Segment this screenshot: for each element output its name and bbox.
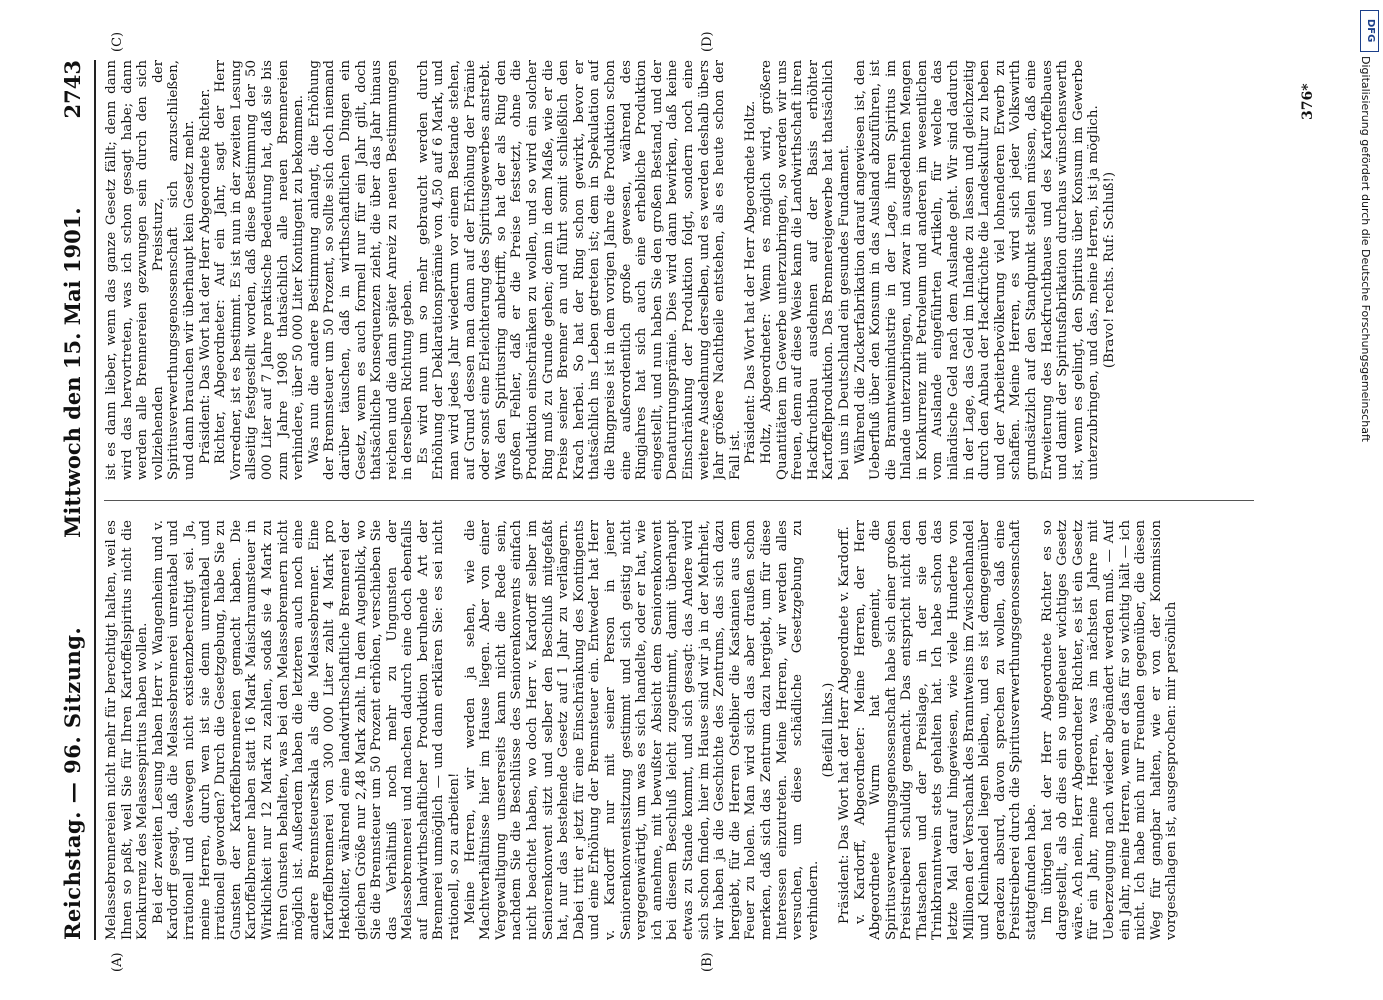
- dfg-logo: DFG: [1360, 10, 1379, 52]
- credit-text: Digitalisierung gefördert durch die Deutsche Forschungsgemeinschaft: [1359, 56, 1372, 442]
- column-divider: [104, 500, 1254, 501]
- left-paragraph: Meine Herren, wir werden ja sehen, wie die Machtverhältnisse hier im Hause liegen. Aber von einer Vergewaltigung unsererseits kann nicht die Rede sein, nachdem Sie die Beschlüsse des Seniorenkonvents einfach nicht beachtet haben, wo doch Herr v. Kardorff selber im Seniorenkonvent sitzt und selber den Beschluß mitgefaßt hat, nur das bestehende Gesetz auf 1 Jahr zu verlängern. Dabei tritt er jetzt für eine Einschränkung des Kontingents und eine Erhöhung der Brennsteuer ein. Entweder hat Herr v. Kardorff nur mit seiner Person in jener Seniorenkonventssitzung gestimmt und sich geistig nicht vergegenwärtigt, um was es sich handelte, oder er hat, wie ich annehme, mit bewußter Absicht dem Seniorenkonvent bei diesem Beschluß leicht zugestimmt, damit überhaupt etwas zu Stande kommt, und sich gesagt: das Andere wird sich schon finden, hier im Hause sind wir ja in der Mehrheit, wir haben ja die Geschichte des Zentrums, das sich dazu hergiebt, für die Herren Ostelbier die Kastanien aus dem Feuer zu holen. Man wird sich das aber draußen schon merken, daß sich das Zentrum dazu hergiebt, um für diese Interessen einzutreten. Meine Herren, wir werden alles versuchen, um diese schädliche Gesetzgebung zu verhindern.: [462, 520, 821, 940]
- right-paragraph: (Bravo! rechts. Ruf: Schluß!): [1102, 171, 1117, 369]
- header-center: Mittwoch den 15. Mai 1901.: [59, 207, 85, 538]
- header-rule: [94, 60, 96, 940]
- left-paragraph: Melassebrennereien nicht mehr für berechtigt halten, weil es Ihnen so paßt, weil Sie für Ihren Kartoffelspiritus nicht die Konkurrenz des Melassespiritus haben wollen.: [104, 520, 151, 940]
- right-paragraph: Während die Zuckerfabrikation darauf angewiesen ist, den Ueberfluß über den Konsum in das Ausland abzuführen, ist die Branntweinindustrie in der Lage, ihren Spiritus im Inlande unterzubringen, und zwar in ausgedehnten Mengen in Konkurrenz mit Petroleum und anderen im wesentlichen vom Auslande eingeführten Artikeln, für welche das inländische Geld nach dem Auslande geht. Wir sind dadurch in der Lage, das Geld im Inlande zu lassen und gleichzeitig durch den Anbau der Hackfrüchte die Landeskultur zu heben und der Arbeiterbevölkerung viel lohnenderen Erwerb zu schaffen. Meine Herren, es wird sich jeder Volkswirth grundsätzlich auf den Standpunkt stellen müssen, daß eine Erweiterung des Hackfruchtbaues und des Kartoffelbaues und damit der Spiritusfabrikation durchaus wünschenswerth ist, wenn es gelingt, den Spiritus über Konsum im Gewerbe unterzubringen, und das, meine Herren, ist ja möglich.: [852, 60, 1102, 480]
- right-paragraph: Es wird nun um so mehr gebraucht werden durch Erhöhung der Deklarationsprämie von 4,50 auf 6 Mark, und man wird jedes Jahr wiederum vor einem Bestande stehen, auf Grund dessen man dann auf der Erhöhung der Prämie oder sonst eine Erleichterung des Spiritusgewerbes anstrebt. Was den Spiritusring anbetrifft, so hat der als Ring den großen Fehler, daß er die Preise festsetzt, ohne die Produktion einschränken zu wollen, und so wird ein solcher Ring muß zu Grunde gehen; denn in dem Maße, wie er die Preise seiner Brenner an und führt somit schließlich den Krach herbei. So hat der Ring schon gewirkt, bevor er thatsächlich ins Leben getreten ist; dem in Spekulation auf die Ringpreise ist in dem vorigen Jahre die Produktion schon eine außerordentlich große gewesen, während des Ringjahres hat sich auch eine erhebliche Produktion eingestellt, und nun haben Sie den großen Bestand, und der Denaturirungsprämie. Dies wird dann bewirken, daß keine Einschränkung der Produktion folgt, sondern noch eine weitere Ausdehnung derselben, und es werden deshalb übers Jahr größere Nachtheile entstehen, als es heute schon der Fall ist.: [415, 60, 743, 480]
- margin-marker-c: (C): [110, 31, 125, 52]
- left-paragraph: Bei der zweiten Lesung haben Herr v. Wangenheim und v. Kardorff gesagt, daß die Melassebrennerei unrentabel und irrationell und deswegen nicht existenzberechtigt sei. Ja, meine Herren, durch wen ist sie denn unrentabel und irrationell geworden? Durch die Gesetzgebung, habe Sie zu Gunsten der Kartoffelbrennereien gemacht haben. Die Kartoffelbrenner haben statt 16 Mark Maischraumsteuer in Wirklichkeit nur 12 Mark zu zahlen, sodaß sie 4 Mark zu ihren Gunsten behalten, was bei den Melassebrennern nicht möglich ist. Außerdem haben die letzteren auch noch eine andere Brennsteuerskala als die Melassebrenner. Eine Kartoffelbrennerei von 300 000 Liter zahlt 4 Mark pro Hektoliter, während eine landwirthschaftliche Brennerei der gleichen Größe nur 2,48 Mark zahlt. In dem Augenblick, wo Sie die Brennsteuer um 50 Prozent erhöhen, verschieben Sie das Verhältniß noch mehr zu Ungunsten der Melassebrennerei und machen dadurch eine doch ebenfalls auf landwirthschaftlicher Produktion beruhende Art der Brennerei unmöglich — und dann erklären Sie: es sei nicht rationell, so zu arbeiten!: [150, 520, 463, 940]
- running-header: [52, 60, 92, 940]
- right-paragraph: Präsident: Das Wort hat der Herr Abgeordnete Holtz.: [743, 100, 759, 464]
- left-paragraph: Präsident: Das Wort hat der Herr Abgeordnete v. Kardorff.: [836, 526, 852, 924]
- right-paragraph: Präsident: Das Wort hat der Herr Abgeordnete Richter.: [197, 88, 213, 464]
- signature-mark: 376*: [1300, 83, 1316, 120]
- left-paragraph: Im übrigen hat der Herr Abgeordnete Richter es so dargestellt, als ob dies ein so ungeheuer wichtiges Gesetz wäre. Ach nein, Herr Abgeordneter Richter, es ist ein Gesetz für ein Jahr, meine Herren, was im nächsten Jahre mit Ueberzeugung nach wieder abgeändert werden muß. — Auf ein Jahr, meine Herren, wenn er das für so wichtig hält — ich nicht. Ich habe mich nur Freunden gegenüber, die diesen Weg für gangbar halten, wie er von der Kommission vorgeschlagen ist, ausgesprochen: mir persönlich: [1039, 520, 1180, 940]
- right-paragraph: Holtz, Abgeordneter: Wenn es möglich wird, größere Quantitäten im Gewerbe unterzubringen, so werden wir uns freuen, denn auf diese Weise kann die Landwirthschaft ihren Hackfruchtbau ausdehnen auf der Basis erhöhter Kartoffelproduktion. Das Brennereigewerbe hat thatsächlich bei uns in Deutschland ein gesundes Fundament.: [758, 60, 852, 480]
- header-page-number: 2743: [59, 60, 85, 119]
- right-paragraph: Was nun die andere Bestimmung anlangt, die Erhöhung der Brennsteuer um 50 Prozent, so sollte sich doch niemand darüber täuschen, daß in wirthschaftlichen Dingen ein Gesetz, wenn es auch formell nur für ein Jahr gilt, doch thatsächliche Konsequenzen zieht, die über das Jahr hinaus reichen und die dann später Anreiz zu neuen Bestimmungen in derselben Richtung geben.: [306, 60, 416, 480]
- header-left: Reichstag. — 96. Sitzung.: [59, 626, 85, 940]
- left-paragraph: (Beifall links.): [821, 682, 837, 778]
- right-column: [104, 60, 1294, 480]
- right-paragraph: ist es dann lieber, wenn das ganze Gesetz fällt; denn dann wird das hervortreten, was ich schon gesagt habe; dann werden alle Brennereien gezwungen sein durch den sich vollziehenden Preissturz, der Spiritusverwerthungsgenossenschaft sich anzuschließen, und dann brauchen wir überhaupt kein Gesetz mehr.: [104, 60, 197, 480]
- right-paragraph: Richter, Abgeordneter: Auf ein Jahr, sagt der Herr Vorredner, ist es bestimmt. Es ist nun in der zweiten Lesung allseitig festgestellt worden, daß diese Bestimmung der 50 000 Liter auf 7 Jahre praktische Bedeutung hat, daß sie bis zum Jahre 1908 thatsächlich alle neuen Brennereien verhindere, über 50 000 Liter Kontingent zu bekommen.: [213, 60, 307, 480]
- margin-marker-d: (D): [700, 31, 715, 52]
- margin-marker-b: (B): [700, 952, 715, 972]
- digitization-credit: [1357, 8, 1383, 728]
- left-paragraph: v. Kardorff, Abgeordneter: Meine Herren, der Herr Abgeordnete Wurm hat gemeint, die Spiritusverwerthungsgenossenschaft habe sich einer großen Preistreiberei schuldig gemacht. Das entspricht nicht den Thatsachen und der Preislage, in der sie den Trinkbranntwein stets gehalten hat. Ich habe schon das letzte Mal darauf hingewiesen, wie viele Hunderte von Millionen der Verschank des Branntweins im Zwischenhandel und Kleinhandel liegen bleiben, und es ist demgegenüber geradezu absurd, davon sprechen zu wollen, daß eine Preistreiberei durch die Spiritusverwerthungsgenossenschaft stattgefunden habe.: [852, 520, 1040, 940]
- left-column: [104, 520, 1294, 940]
- margin-marker-a: (A): [110, 952, 125, 972]
